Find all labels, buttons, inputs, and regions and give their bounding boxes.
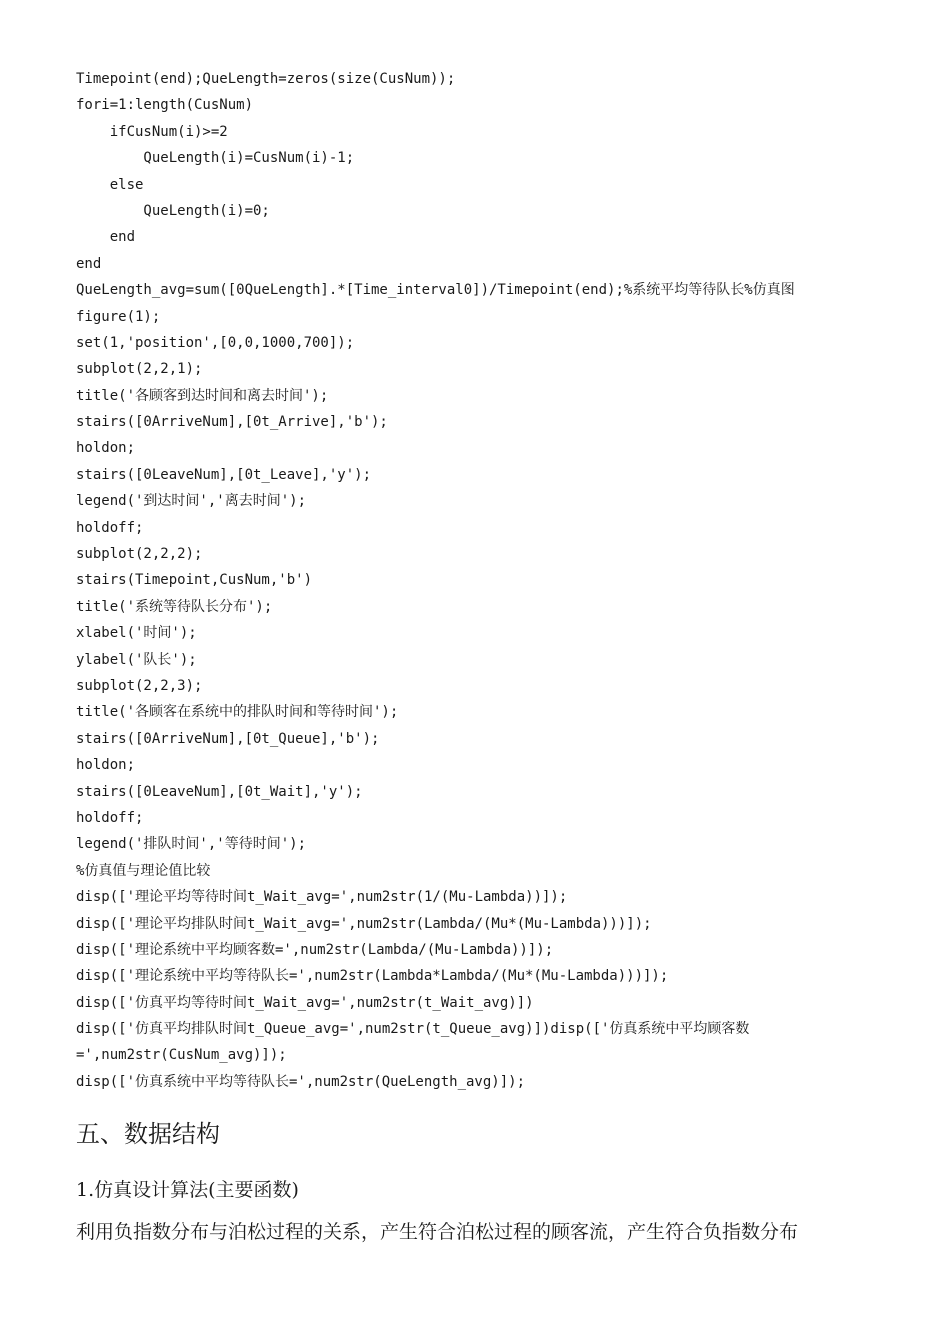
code-line: holdon; xyxy=(76,757,136,774)
code-line: disp(['理论系统中平均顾客数=',num2str(Lambda/(Mu-Lambda))]); xyxy=(76,941,554,958)
code-line: Timepoint(end);QueLength=zeros(size(CusNum)); xyxy=(76,71,456,87)
code-line: QueLength_avg=sum([0QueLength].*[Time_interval0])/Timepoint(end);%系统平均等待队长%仿真图 xyxy=(76,282,795,299)
code-line: stairs([0LeaveNum],[0t_Wait],'y'); xyxy=(76,783,363,800)
code-line: stairs([0LeaveNum],[0t_Leave],'y'); xyxy=(76,466,372,483)
code-line: stairs(Timepoint,CusNum,'b') xyxy=(76,572,313,589)
code-line: %仿真值与理论值比较 xyxy=(76,862,211,879)
code-line: stairs([0ArriveNum],[0t_Queue],'b'); xyxy=(76,730,380,747)
code-line: title('系统等待队长分布'); xyxy=(76,598,273,615)
code-line: legend('排队时间','等待时间'); xyxy=(76,836,307,853)
code-line: legend('到达时间','离去时间'); xyxy=(76,493,307,510)
code-line: disp(['理论平均等待时间t_Wait_avg=',num2str(1/(Mu-Lambda))]); xyxy=(76,889,568,906)
code-block xyxy=(76,66,896,1095)
code-line: xlabel('时间'); xyxy=(76,625,197,642)
code-line: figure(1); xyxy=(76,308,161,325)
code-line: subplot(2,2,3); xyxy=(76,677,203,694)
code-line: holdon; xyxy=(76,440,136,457)
code-line: title('各顾客到达时间和离去时间'); xyxy=(76,387,329,404)
code-line: holdoff; xyxy=(76,809,144,826)
code-line: fori=1:length(CusNum) xyxy=(76,97,254,114)
code-line: QueLength(i)=CusNum(i)-1; xyxy=(76,150,355,167)
code-line: end xyxy=(76,255,102,272)
code-line: QueLength(i)=0; xyxy=(76,202,270,219)
sub-heading: 1.仿真设计算法(主要函数) xyxy=(76,1179,299,1201)
code-line: else xyxy=(76,176,144,193)
code-line: disp(['理论平均排队时间t_Wait_avg=',num2str(Lambda/(Mu*(Mu-Lambda)))]); xyxy=(76,915,652,932)
code-line: disp(['仿真平均等待时间t_Wait_avg=',num2str(t_Wait_avg)]) xyxy=(76,994,534,1011)
code-line: set(1,'position',[0,0,1000,700]); xyxy=(76,334,355,351)
section-heading: 五、数据结构 xyxy=(76,1120,220,1148)
code-line: holdoff; xyxy=(76,519,144,536)
code-line: ifCusNum(i)>=2 xyxy=(76,123,228,140)
code-line: title('各顾客在系统中的排队时间和等待时间'); xyxy=(76,704,399,721)
code-line: subplot(2,2,1); xyxy=(76,361,203,378)
code-line: stairs([0ArriveNum],[0t_Arrive],'b'); xyxy=(76,414,388,431)
code-line: disp(['仿真系统中平均等待队长=',num2str(QueLength_avg)]); xyxy=(76,1073,526,1090)
code-line: ylabel('队长'); xyxy=(76,651,197,668)
code-line: end xyxy=(76,229,136,246)
code-line: disp(['理论系统中平均等待队长=',num2str(Lambda*Lambda/(Mu*(Mu-Lambda)))]); xyxy=(76,968,669,985)
code-line: =',num2str(CusNum_avg)]); xyxy=(76,1047,287,1064)
code-line: disp(['仿真平均排队时间t_Queue_avg=',num2str(t_Queue_avg)])disp(['仿真系统中平均顾客数 xyxy=(76,1021,750,1038)
body-paragraph: 利用负指数分布与泊松过程的关系，产生符合泊松过程的顾客流，产生符合负指数分布 xyxy=(76,1221,799,1243)
code-line: subplot(2,2,2); xyxy=(76,546,203,563)
